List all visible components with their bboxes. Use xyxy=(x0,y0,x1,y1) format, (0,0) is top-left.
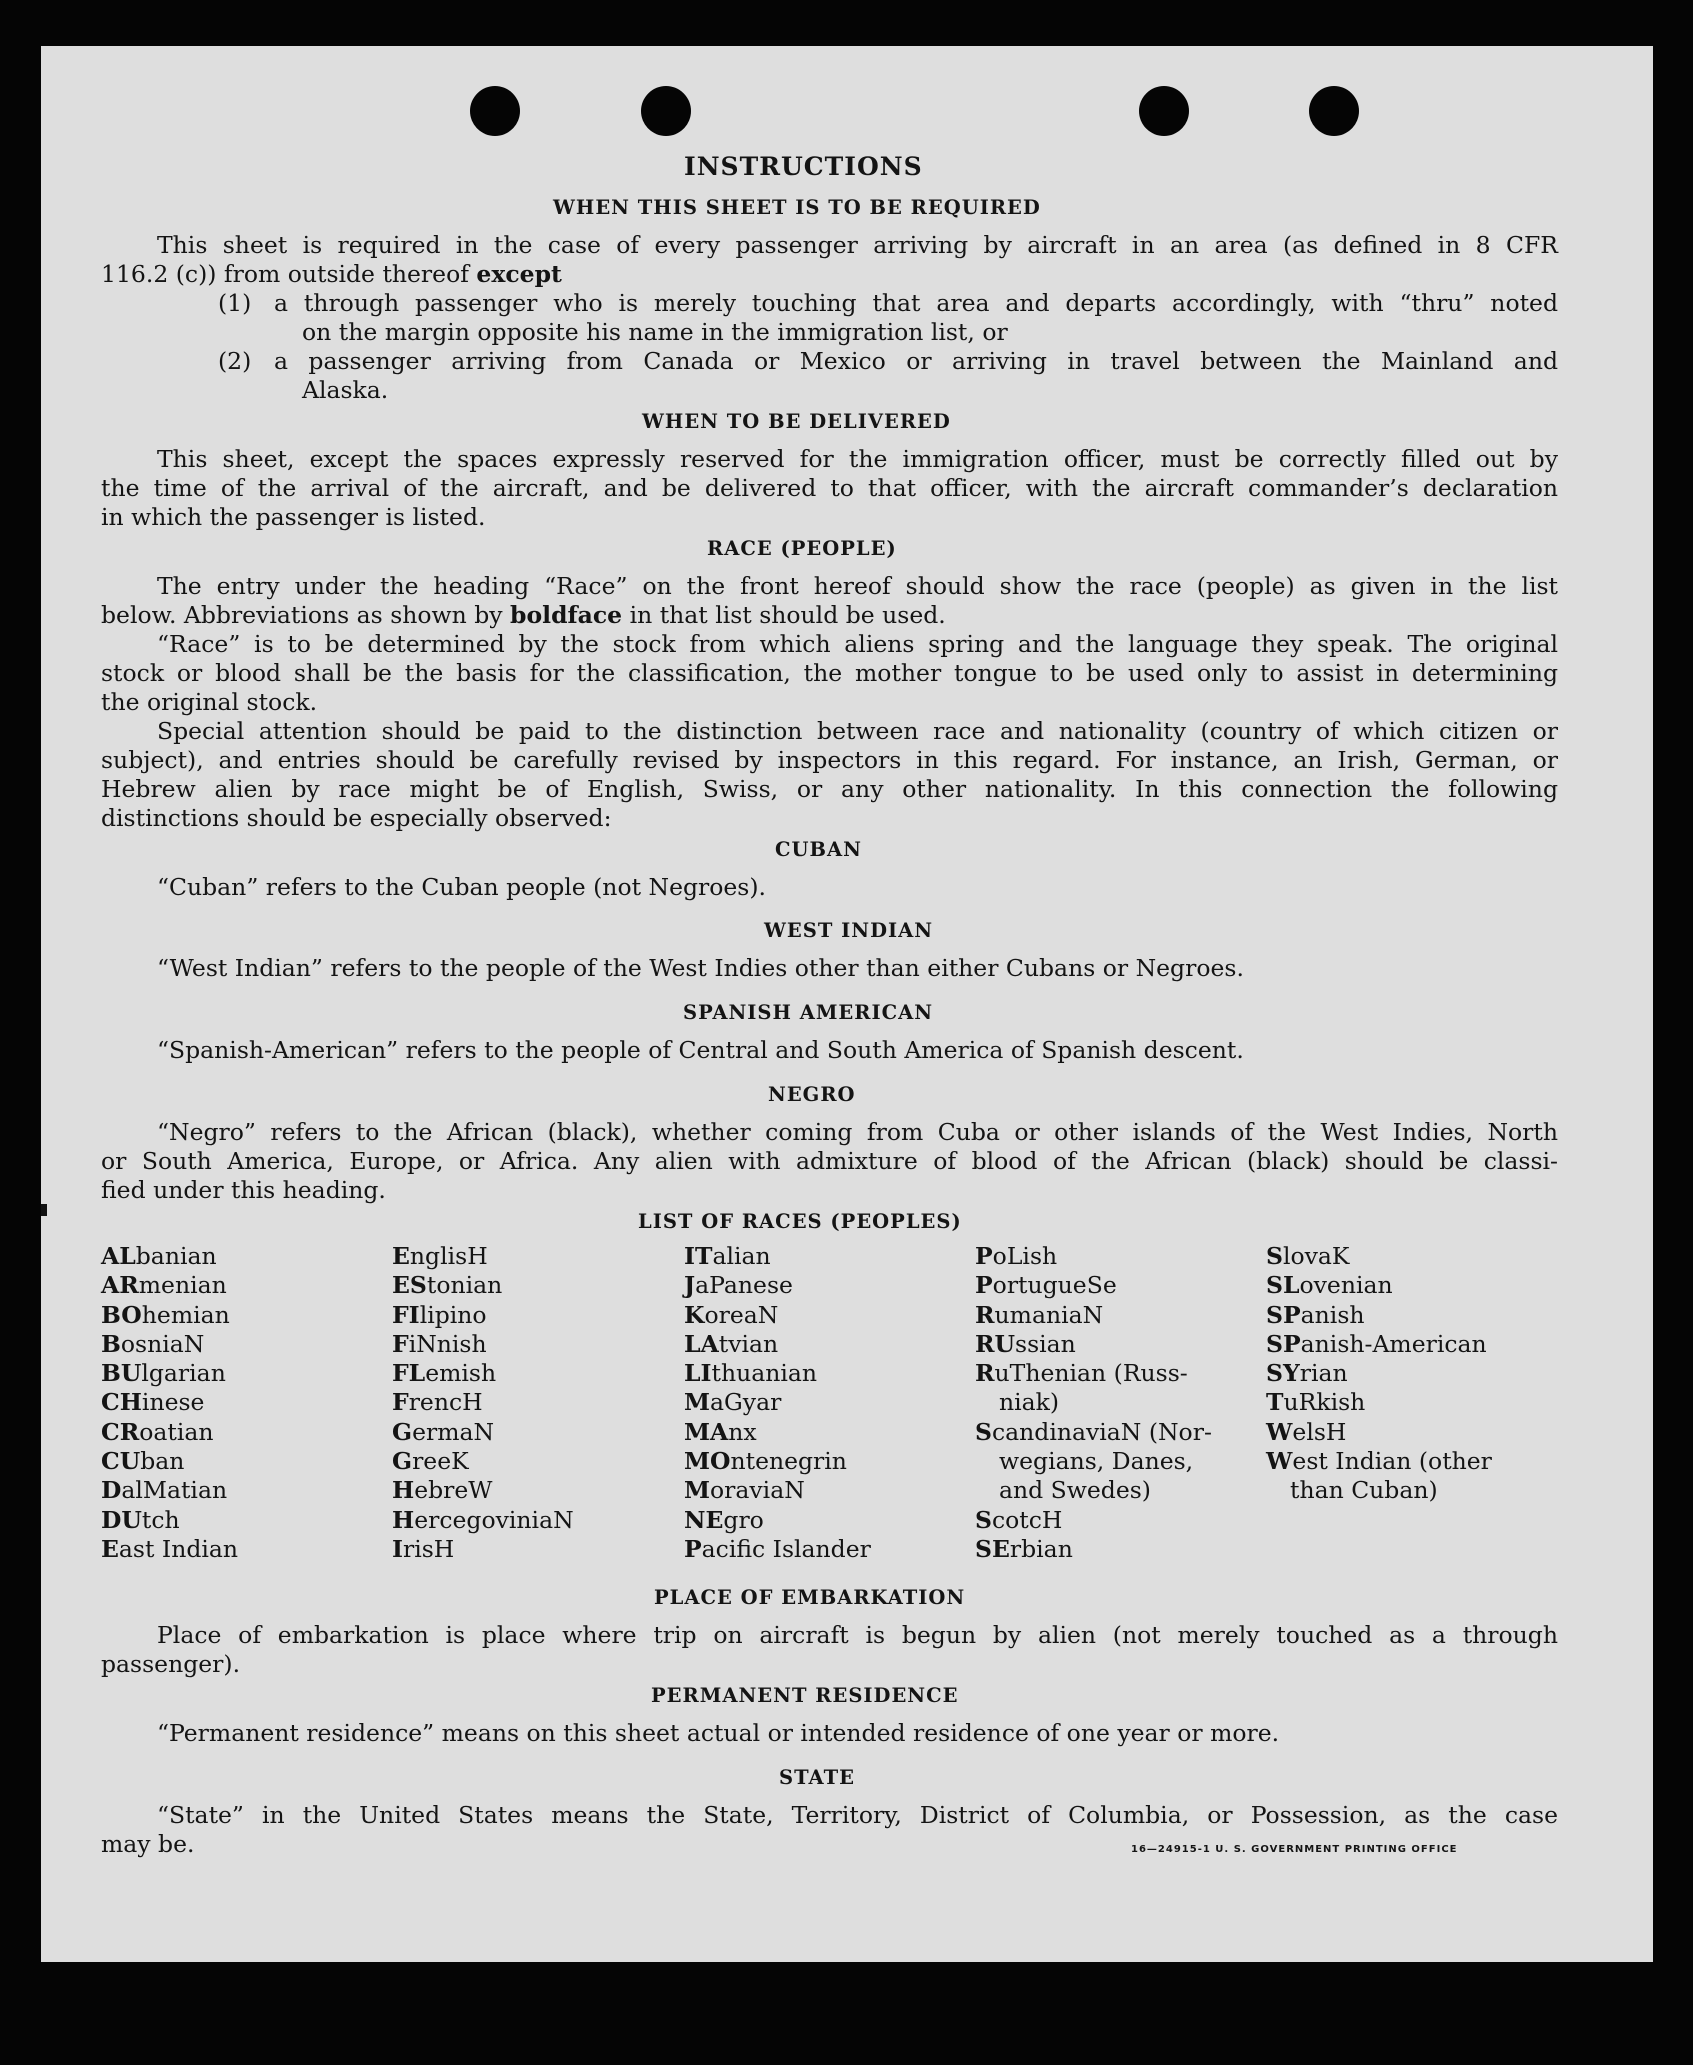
race-entry: SYrian xyxy=(1266,1359,1348,1388)
races-column xyxy=(1266,1242,1492,1506)
paragraph-line: “Spanish-American” refers to the people of Central and South America of Spanish descent. xyxy=(157,1036,1244,1064)
race-entry: ScandinaviaN (Nor- xyxy=(975,1417,1212,1446)
item-line: a passenger arriving from Canada or Mexico or arriving in travel between the Mainland and xyxy=(274,347,1558,375)
race-entry: ALbanian xyxy=(101,1242,217,1270)
races-column xyxy=(101,1242,238,1564)
paragraph-line: or South America, Europe, or Africa. Any alien with admixture of blood of the African (black) should be classi- xyxy=(101,1147,1558,1175)
heading-when-required: WHEN THIS SHEET IS TO BE REQUIRED xyxy=(553,196,1041,219)
race-entry: KoreaN xyxy=(684,1300,779,1329)
heading-cuban: CUBAN xyxy=(775,838,862,861)
race-entry: ScotcH xyxy=(975,1505,1063,1534)
race-entry: HercegoviniaN xyxy=(392,1505,574,1534)
race-entry: FrencH xyxy=(392,1388,483,1417)
paragraph-line: may be. xyxy=(101,1830,195,1858)
race-entry: Pacific Islander xyxy=(684,1534,871,1563)
race-entry: SLovenian xyxy=(1266,1271,1393,1300)
race-entry: East Indian xyxy=(101,1534,239,1563)
paragraph-line: The entry under the heading “Race” on the front hereof should show the race (people) as given in the list xyxy=(157,572,1558,600)
race-entry: niak) xyxy=(999,1388,1060,1417)
race-entry: NEgro xyxy=(684,1505,764,1534)
race-entry: TuRkish xyxy=(1266,1388,1366,1417)
race-entry: GermaN xyxy=(392,1417,495,1446)
race-entry: MaGyar xyxy=(684,1388,782,1417)
heading-negro: NEGRO xyxy=(768,1083,856,1106)
paragraph-line: in which the passenger is listed. xyxy=(101,503,486,531)
race-entry: SlovaK xyxy=(1266,1242,1350,1270)
paragraph-line: “Permanent residence” means on this sheet actual or intended residence of one year or more. xyxy=(157,1719,1280,1747)
paragraph-line: subject), and entries should be carefully revised by inspectors in this regard. For instance, an Irish, German, or xyxy=(101,746,1558,774)
heading-spanish-american: SPANISH AMERICAN xyxy=(683,1001,934,1024)
edge-mark xyxy=(41,1204,47,1216)
heading-embarkation: PLACE OF EMBARKATION xyxy=(654,1586,966,1609)
race-entry: PortugueSe xyxy=(975,1271,1117,1300)
punch-hole xyxy=(1309,86,1359,136)
heading-permanent-residence: PERMANENT RESIDENCE xyxy=(651,1684,959,1707)
paragraph-line: 116.2 (c)) from outside thereof except xyxy=(101,260,562,288)
paragraph-line: “State” in the United States means the State, Territory, District of Columbia, or Possession, as the case xyxy=(157,1801,1558,1829)
paragraph-line: “Cuban” refers to the Cuban people (not Negroes). xyxy=(157,873,767,901)
race-entry: JaPanese xyxy=(684,1271,793,1300)
race-entry: LAtvian xyxy=(684,1329,779,1358)
race-entry: RuThenian (Russ- xyxy=(975,1359,1188,1388)
paragraph-line: the time of the arrival of the aircraft, and be delivered to that officer, with the aircraft commander’s declaration xyxy=(101,474,1558,502)
race-entry: MOntenegrin xyxy=(684,1447,847,1476)
race-entry: DalMatian xyxy=(101,1476,228,1505)
printer-imprint: 16—24915-1 U. S. GOVERNMENT PRINTING OFFICE xyxy=(1131,1844,1458,1855)
race-entry: EStonian xyxy=(392,1271,503,1300)
page-title: INSTRUCTIONS xyxy=(684,152,923,181)
race-entry: IrisH xyxy=(392,1534,455,1563)
race-entry: ARmenian xyxy=(101,1271,227,1300)
race-entry: CHinese xyxy=(101,1388,205,1417)
item-number: (1) xyxy=(218,289,252,317)
race-entry: LIthuanian xyxy=(684,1359,818,1388)
heading-west-indian: WEST INDIAN xyxy=(764,919,934,942)
paragraph-line: stock or blood shall be the basis for the classification, the mother tongue to be used only to assist in determining xyxy=(101,659,1558,687)
race-entry: BOhemian xyxy=(101,1300,230,1329)
heading-list-of-races: LIST OF RACES (PEOPLES) xyxy=(638,1210,962,1233)
paragraph-line: This sheet, except the spaces expressly reserved for the immigration officer, must be correctly filled out by xyxy=(157,445,1558,473)
race-entry: and Swedes) xyxy=(999,1476,1151,1505)
race-entry: CRoatian xyxy=(101,1417,214,1446)
race-entry: MoraviaN xyxy=(684,1476,805,1505)
paragraph-line: passenger). xyxy=(101,1650,241,1678)
heading-when-delivered: WHEN TO BE DELIVERED xyxy=(642,410,951,433)
race-entry: FiNnish xyxy=(392,1329,487,1358)
paragraph-line: below. Abbreviations as shown by boldface in that list should be used. xyxy=(101,601,946,629)
races-column xyxy=(975,1242,1212,1564)
item-line: on the margin opposite his name in the immigration list, or xyxy=(302,318,1008,346)
paragraph-line: This sheet is required in the case of every passenger arriving by aircraft in an area (as defined in 8 CFR xyxy=(157,231,1558,259)
race-entry: SPanish xyxy=(1266,1300,1365,1329)
race-entry: SErbian xyxy=(975,1534,1073,1563)
item-number: (2) xyxy=(218,347,252,375)
paragraph-line: distinctions should be especially observed: xyxy=(101,804,612,832)
punch-hole xyxy=(470,86,520,136)
race-entry: MAnx xyxy=(684,1417,757,1446)
race-entry: WelsH xyxy=(1266,1417,1347,1446)
race-entry: GreeK xyxy=(392,1447,469,1476)
document-sheet xyxy=(41,46,1653,1962)
race-entry: RumaniaN xyxy=(975,1300,1104,1329)
heading-state: STATE xyxy=(779,1766,855,1789)
paragraph-line: “Race” is to be determined by the stock from which aliens spring and the language they speak. The original xyxy=(157,630,1558,658)
paragraph-line: Place of embarkation is place where trip on aircraft is begun by alien (not merely touched as a through xyxy=(157,1621,1558,1649)
paragraph-line: fied under this heading. xyxy=(101,1176,386,1204)
item-line: a through passenger who is merely touching that area and departs accordingly, with “thru” noted xyxy=(274,289,1558,317)
race-entry: SPanish-American xyxy=(1266,1329,1487,1358)
race-entry: CUban xyxy=(101,1447,185,1476)
race-entry: PoLish xyxy=(975,1242,1058,1270)
races-column xyxy=(392,1242,574,1564)
race-entry: FLemish xyxy=(392,1359,497,1388)
race-entry: ITalian xyxy=(684,1242,771,1270)
paragraph-line: “Negro” refers to the African (black), whether coming from Cuba or other islands of the West Indies, North xyxy=(157,1118,1558,1146)
paragraph-line: Hebrew alien by race might be of English, Swiss, or any other nationality. In this connection the following xyxy=(101,775,1558,803)
race-entry: DUtch xyxy=(101,1505,180,1534)
item-line: Alaska. xyxy=(302,376,389,404)
paragraph-line: “West Indian” refers to the people of the West Indies other than either Cubans or Negroes. xyxy=(157,954,1244,982)
races-column xyxy=(684,1242,871,1564)
race-entry: than Cuban) xyxy=(1290,1476,1438,1505)
race-entry: FIlipino xyxy=(392,1300,487,1329)
race-entry: BUlgarian xyxy=(101,1359,226,1388)
punch-hole xyxy=(1139,86,1189,136)
race-entry: BosniaN xyxy=(101,1329,205,1358)
heading-race: RACE (PEOPLE) xyxy=(707,537,897,560)
punch-hole xyxy=(641,86,691,136)
race-entry: EnglisH xyxy=(392,1242,488,1270)
race-entry: West Indian (other xyxy=(1266,1447,1492,1476)
race-entry: wegians, Danes, xyxy=(999,1447,1194,1476)
race-entry: RUssian xyxy=(975,1329,1076,1358)
paragraph-line: the original stock. xyxy=(101,688,318,716)
paragraph-line: Special attention should be paid to the distinction between race and nationality (country of which citizen or xyxy=(157,717,1558,745)
race-entry: HebreW xyxy=(392,1476,493,1505)
